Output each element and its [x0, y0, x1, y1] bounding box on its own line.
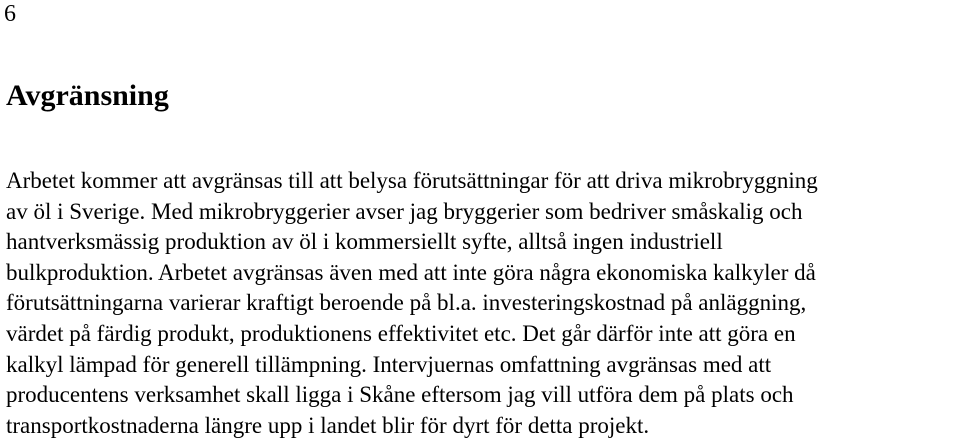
- page-number: 6: [4, 1, 16, 27]
- paragraph-line: bulkproduktion. Arbetet avgränsas även med att inte göra några ekonomiska kalkyler då: [6, 259, 816, 285]
- paragraph-line: hantverksmässig produktion av öl i kommersiellt syfte, alltså ingen industriell: [6, 229, 723, 255]
- body-paragraph: [6, 166, 958, 441]
- paragraph-line: förutsättningarna varierar kraftigt beroende på bl.a. investeringskostnad på anläggning,: [6, 290, 807, 316]
- paragraph-line: producentens verksamhet skall ligga i Skåne eftersom jag vill utföra dem på plats och: [6, 382, 794, 408]
- paragraph-line: transportkostnaderna längre upp i landet blir för dyrt för detta projekt.: [6, 412, 650, 438]
- section-heading: Avgränsning: [6, 79, 169, 112]
- paragraph-line: värdet på färdig produkt, produktionens effektivitet etc. Det går därför inte att göra en: [6, 320, 796, 346]
- paragraph-line: av öl i Sverige. Med mikrobryggerier avser jag bryggerier som bedriver småskalig och: [6, 198, 803, 224]
- paragraph-line: kalkyl lämpad för generell tillämpning. Intervjuernas omfattning avgränsas med att: [6, 351, 772, 377]
- paragraph-line: Arbetet kommer att avgränsas till att belysa förutsättningar för att driva mikrobryggning: [6, 168, 818, 193]
